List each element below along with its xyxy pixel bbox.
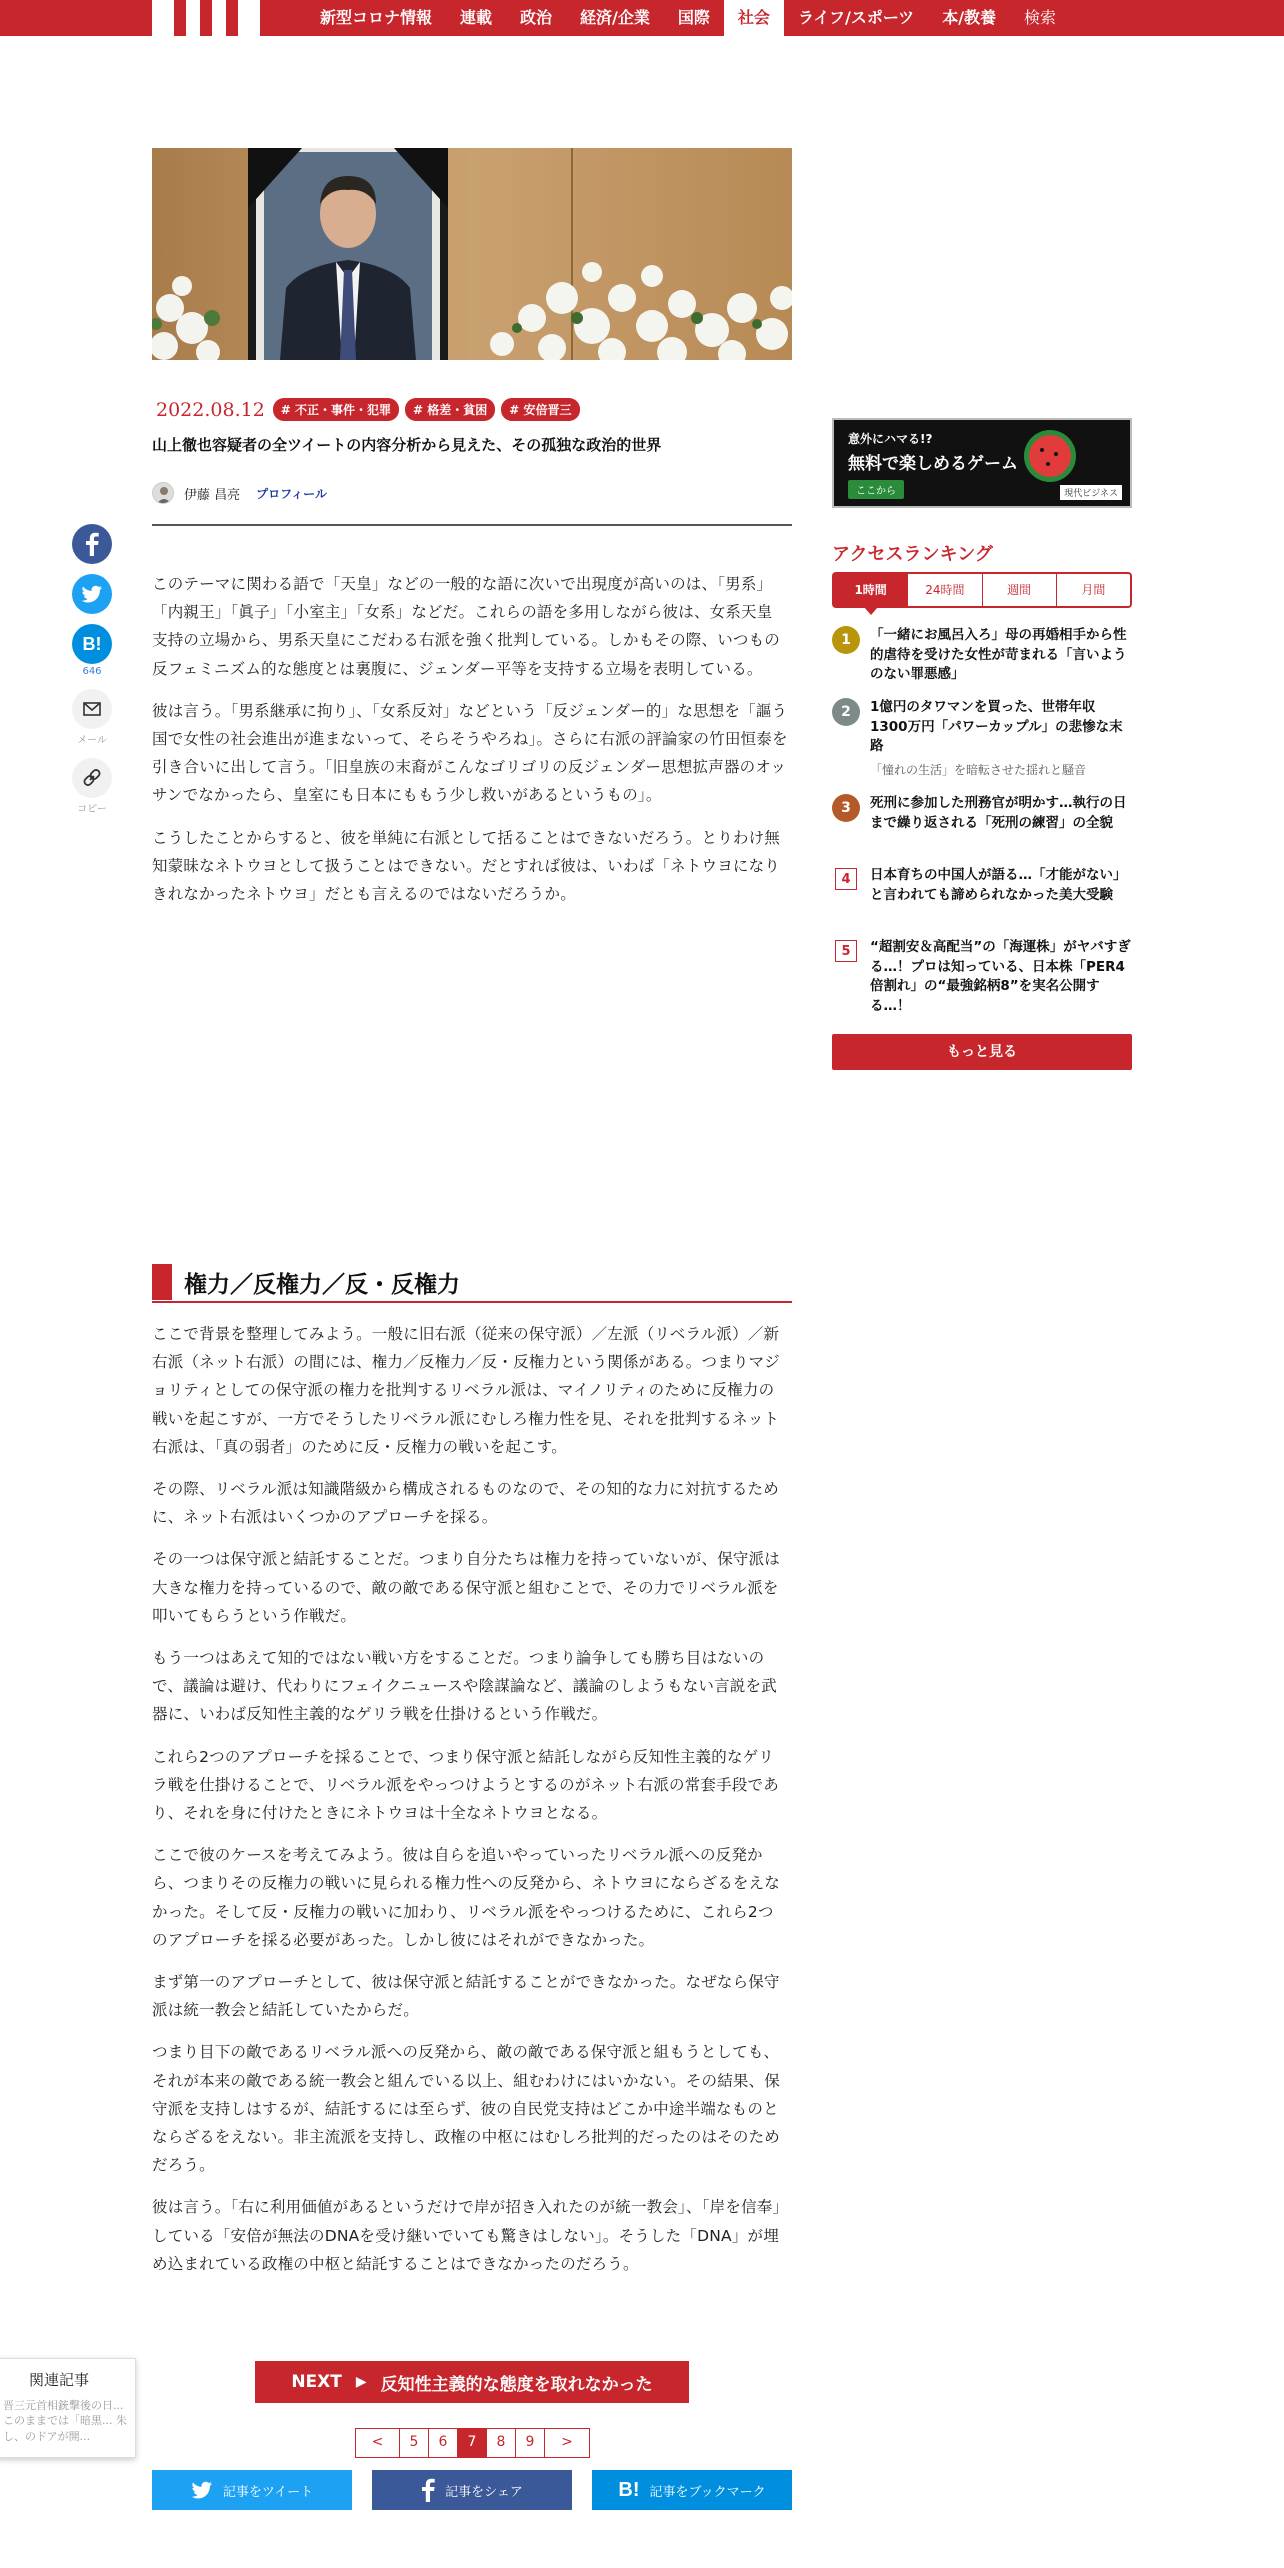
facebook-share-button[interactable] [72,524,112,564]
facebook-icon [421,2478,435,2502]
facebook-label: 記事をシェア [445,2484,523,2500]
ad-button[interactable]: ここから [848,480,904,499]
copy-label: コピー [77,804,107,815]
ranking-text: “超割安＆高配当”の「海運株」がヤバすぎる…！プロは知っている、日本株「PER4倍割れ」の“最強銘柄8”を実名公開する…！ [870,939,1131,1014]
related-title: 関連記事 [29,2371,90,2389]
paragraph: その際、リベラル派は知識階級から構成されるものなので、その知的な力に対抗するために、ネット右派はいくつかのアプローチを採る。 [152,1480,779,1527]
avatar [152,482,174,504]
nav-item-society[interactable]: 社会 [724,0,784,36]
next-title: 反知性主義的な態度を取れなかった [380,2374,653,2395]
ad-sponsor: 現代ビジネス [1060,485,1122,500]
ranking-text: 日本育ちの中国人が語る…「才能がない」と言われても諦められなかった美大受験 [870,867,1127,903]
related-articles-tab[interactable] [0,2358,136,2458]
rank-badge: 4 [835,868,857,890]
article-body-section [152,1320,788,2292]
copy-link-button[interactable] [72,758,112,798]
divider [152,524,792,526]
tab-monthly[interactable]: 月間 [1081,583,1106,597]
nav-item-covid[interactable]: 新型コロナ情報 [320,8,433,27]
next-label: NEXT [291,2372,342,2392]
ad-line2: 無料で楽しめるゲーム [848,454,1018,474]
page-link-7-current[interactable]: 7 [458,2429,487,2457]
ranking-item-2[interactable] [832,698,1132,778]
rank-badge-gold: 1 [832,626,860,654]
article-body-intro [152,570,788,922]
tweet-label: 記事をツイート [222,2484,314,2500]
tweet-article-button[interactable] [152,2470,352,2510]
watermelon-icon [1010,426,1090,486]
nav-item-economy[interactable]: 経済/企業 [580,8,650,27]
article-meta [152,398,792,421]
ranking-item-4[interactable] [832,866,1132,905]
top-nav [0,0,1284,36]
tab-weekly[interactable]: 週間 [983,574,1057,606]
rank-badge-bronze: 3 [832,794,860,822]
hatena-label: 記事をブックマーク [649,2484,766,2500]
pagination [355,2428,590,2458]
paragraph: 彼は言う。「右に利用価値があるというだけで岸が招き入れたのが統一教会」、「岸を信奉」している「安倍が無法のDNAを受け継いでいても驚きはしない」。そうした「DNA」が埋め込まれている政権の中枢と結託することはできなかったのだろう。 [152,2198,781,2273]
ranking-text: 「一緒にお風呂入ろ」母の再婚相手から性的虐待を受けた女性が苛まれる「言いようのない罪悪感」 [870,627,1127,683]
section-heading [152,1263,792,1303]
page-link-8[interactable]: 8 [487,2429,516,2457]
ad-line1: 意外にハマる!? [848,432,933,446]
hatena-count: 646 [82,666,102,677]
paragraph: もう一つはあえて知的ではない戦い方をすることだ。つまり論争しても勝ち目はないので、議論は避け、代わりにフェイクニュースや陰謀論など、議論のしようもない言説を武器に、いわば反知性主義的なゲリラ戦を仕掛けるという作戦だ。 [152,1649,777,1724]
twitter-icon [191,2480,213,2500]
rank-badge: 5 [835,940,857,962]
page-link-9[interactable]: 9 [516,2429,545,2457]
heading-accent-bar [152,1264,172,1300]
nav-items [306,0,1070,36]
game-ad-banner[interactable] [832,418,1132,508]
hero-image [152,148,792,360]
section-title: 権力／反権力／反・反権力 [184,1271,460,1298]
paragraph: 彼は言う。「男系継承に拘り」、「女系反対」などという「反ジェンダー的」な思想を「謳う国で女性の社会進出が進まないって、そらそうやろね」。さらに右派の評論家の竹田恒泰を引き合いに出して言う。「旧皇族の末裔がこんなゴリゴリの反ジェンダー思想拡声器のオッサンでなかったら、皇室にも日本にももう少し救いがあるというもの」。 [152,701,788,805]
twitter-share-button[interactable] [72,574,112,614]
rank-badge-silver: 2 [832,698,860,726]
next-page-button[interactable] [255,2361,689,2403]
tab-24hours[interactable]: 24時間 [908,574,982,606]
mail-share-button[interactable] [72,689,112,729]
ranking-text: 死刑に参加した刑務官が明かす…執行の日まで繰り返される「死刑の練習」の全貌 [870,795,1127,831]
ranking-subtext: 「憧れの生活」を暗転させた揺れと騒音 [870,762,1087,777]
mail-label: メール [77,735,107,746]
nav-item-series[interactable]: 連載 [460,8,493,27]
hatena-icon: B! [618,2478,640,2501]
paragraph: これら2つのアプローチを採ることで、つまり保守派と結託しながら反知性主義的なゲリラ戦を仕掛けることで、リベラル派をやっつけようとするのがネット右派の常套手段であり、それを身に付けたときにネトウヨは十全なネトウヨとなる。 [152,1747,779,1823]
related-description: 晋三元首相銃撃後の日... このままでは「暗黒... 朱し、のドアが開... [3,2399,127,2443]
facebook-share-article-button[interactable] [372,2470,572,2510]
tag-abe[interactable]: # 安倍晋三 [501,398,579,421]
hatena-icon: B! [82,633,102,654]
nav-item-life-sports[interactable]: ライフ/スポーツ [797,8,915,27]
paragraph: まず第一のアプローチとして、彼は保守派と結託することができなかった。なぜなら保守派は統一教会と結託していたからだ。 [152,1973,780,2020]
page-link-5[interactable]: 5 [400,2429,429,2457]
article-subtitle: 山上徹也容疑者の全ツイートの内容分析から見えた、その孤独な政治的世界 [152,436,662,454]
site-logo[interactable] [152,0,292,36]
nav-search[interactable]: 検索 [1024,8,1057,27]
ranking-tabs [832,572,1132,608]
hatena-share-button[interactable] [72,624,112,664]
tag-poverty[interactable]: # 格差・貧困 [405,398,495,421]
nav-item-books[interactable]: 本/教養 [942,8,997,27]
ranking-item-5[interactable] [832,938,1132,1016]
play-icon: ▶ [355,2374,367,2390]
paragraph: ここで彼のケースを考えてみよう。彼は自らを追いやっていったリベラル派への反発から、つまりその反権力の戦いに見られる権力性への反発から、ネトウヨにならざるをえなかった。そして反・反権力の戦いに加わり、リベラル派をやっつけるために、これら2つのアプローチを採る必要があった。しかし彼にはそれができなかった。 [152,1846,781,1949]
nav-item-politics[interactable]: 政治 [520,8,553,27]
page-link-6[interactable]: 6 [429,2429,458,2457]
paragraph: その一つは保守派と結託することだ。つまり自分たちは権力を持っていないが、保守派は大きな権力を持っているので、敵の敵である保守派と組むことで、その力でリベラル派を叩いてもらうという作戦だ。 [152,1550,781,1625]
paragraph: ここで背景を整理してみよう。一般に旧右派（従来の保守派）／左派（リベラル派）／新右派（ネット右派）の間には、権力／反権力／反・反権力という関係がある。つまりマジョリティとしての保守派の権力を批判するリベラル派は、マイノリティのために反権力の戦いを起こすが、一方でそうしたリベラル派にむしろ権力性を見、それを批判するネット右派は、「真の弱者」のために反・反権力の戦いを起こす。 [152,1325,781,1456]
more-ranking-button[interactable]: もっと見る [832,1034,1132,1070]
author-name[interactable]: 伊藤 昌亮 [184,487,241,503]
ranking-item-3[interactable] [832,794,1132,833]
prev-page-button[interactable]: < [356,2429,400,2457]
share-sidebar [72,524,112,827]
hatena-bookmark-button[interactable] [592,2470,792,2510]
tag-crime[interactable]: # 不正・事件・犯罪 [273,398,399,421]
paragraph: つまり目下の敵であるリベラル派への反発から、敵の敵である保守派と組もうとしても、それが本来の敵である統一教会と組んでいる以上、組むわけにはいかない。その結果、保守派を支持しはするが、結託するには至らず、彼の自民党支持はどこか中途半端なものとならざるをえない。非主流派を支持し、政権の中枢にはむしろ批判的だったのはそのためだろう。 [152,2043,781,2175]
ranking-title: アクセスランキング [832,544,993,565]
author-block [152,482,327,504]
profile-link[interactable]: プロフィール [256,486,327,501]
nav-item-international[interactable]: 国際 [677,8,710,27]
mail-icon [72,689,112,729]
link-icon [72,758,112,798]
ranking-text: 1億円のタワマンを買った、世帯年収1300万円「パワーカップル」の悲惨な末路 [870,699,1123,755]
tab-1hour[interactable]: 1時間 [834,574,908,606]
facebook-icon [72,524,112,564]
paragraph: このテーマに関わる語で「天皇」などの一般的な語に次いで出現度が高いのは、「男系」「内親王」「眞子」「小室主」「女系」などだ。これらの語を多用しながら彼は、女系天皇支持の立場から、男系天皇にこだわる右派を強く批判している。しかもその際、いつもの反フェミニズム的な態度とは裏腹に、ジェンダー平等を支持する立場を表明している。 [152,575,781,678]
next-page-arrow[interactable]: > [561,2434,573,2450]
twitter-icon [72,574,112,614]
ranking-item-1[interactable] [832,626,1132,685]
article-date: 2022.08.12 [156,398,265,421]
paragraph: こうしたことからすると、彼を単純に右派として括ることはできないだろう。とりわけ無知蒙昧なネトウヨとして扱うことはできない。だとすれば彼は、いわば「ネトウヨになりきれなかったネトウヨ」だとも言えるのではないだろうか。 [152,828,781,904]
